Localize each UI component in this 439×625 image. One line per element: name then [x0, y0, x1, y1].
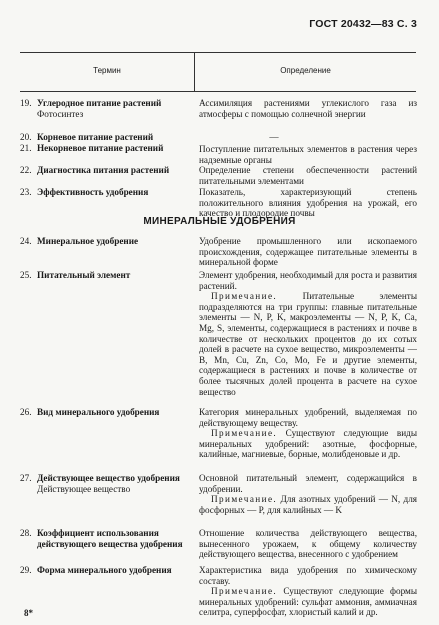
note-label: Примечание. — [211, 428, 278, 439]
term-text: Вид минерального удобрения — [37, 407, 160, 417]
section-title: МИНЕРАЛЬНЫЕ УДОБРЕНИЯ — [143, 216, 296, 227]
entry-term — [37, 473, 185, 494]
entry-definition: Отношение количества действующего вещества, вынесенного урожаем, к общему количеству действующего вещества, внесенного с удобрением — [199, 528, 417, 560]
entry-term — [37, 270, 189, 281]
entry-number: 22. — [20, 165, 32, 175]
entry-number: 24. — [20, 236, 32, 246]
definition-text: Категория минеральных удобрений, выделяемая по действующему веществу. — [199, 407, 417, 428]
entry-definition — [199, 565, 417, 618]
term-text: Форма минерального удобрения — [37, 565, 172, 575]
entry-definition: Определение степени обеспеченности растений питательными элементами — [199, 165, 417, 186]
note-text: Существуют следующие формы минеральных удобрений: сульфат аммония, аммиачная селитра, суперфосфат, хлористый калий и др. — [199, 586, 418, 618]
entry-term — [37, 187, 189, 198]
column-header-term: Термин — [93, 66, 121, 75]
term-text: Эффективность удобрения — [37, 187, 149, 197]
term-text: Действующее вещество удобрения — [37, 473, 180, 483]
entry-number: 28. — [20, 528, 32, 538]
entry-definition — [199, 407, 417, 460]
entry-term — [37, 143, 189, 154]
entry-term — [37, 98, 189, 119]
term-note: Действующее вещество — [37, 483, 131, 494]
entry-definition: Удобрение промышленного или ископаемого происхождения, содержащее питательные элементы в минеральной форме — [199, 236, 417, 268]
entry-number: 26. — [20, 407, 32, 417]
term-text: Углеродное питание растений — [37, 98, 162, 108]
entry-term — [37, 528, 185, 549]
definition-text: Основной питательный элемент, содержащийся в удобрении. — [199, 473, 417, 494]
term-text: Питательный элемент — [37, 270, 131, 280]
page-footer-mark: 8* — [24, 608, 33, 618]
entry-definition: Показатель, характеризующий степень положительного влияния удобрения на урожай, его качество и плодородие почвы — [199, 187, 417, 219]
term-note: Фотосинтез — [37, 108, 84, 119]
entry-definition: — — [269, 132, 279, 142]
entry-number: 21. — [20, 143, 32, 153]
term-text: Диагностика питания растений — [37, 165, 170, 175]
entry-term — [37, 565, 185, 576]
entry-number: 27. — [20, 473, 32, 483]
term-text: Корневое питание растений — [37, 132, 154, 142]
term-text: Некорневое питание растений — [37, 143, 164, 153]
note-text: Питательные элементы подразделяются на три группы: главные питательные элементы — N, P, K, макроэлементы — N, P, K, Ca, Mg, S, элементы, содержащиеся в растениях и почве в количестве от нескольких процентов до их сотых долей в расчете на сухое вещество, микроэлементы — B, Mn, Cu, Zn, Co, Mo, Fe и другие элементы, содержащиеся в растениях и почве в количестве от более тысячных долей процента в расчете на сухое вещество — [199, 291, 417, 397]
entry-number: 20. — [20, 132, 32, 142]
column-header-definition: Определение — [280, 66, 331, 75]
term-text: Минеральное удобрение — [37, 236, 139, 246]
note-label: Примечание. — [211, 494, 278, 505]
entry-term — [37, 165, 189, 176]
column-header — [20, 52, 416, 92]
entry-term — [37, 132, 189, 143]
entry-definition — [199, 270, 417, 397]
page-header: ГОСТ 20432—83 С. 3 — [309, 18, 417, 30]
definition-text: Характеристика вида удобрения по химическому составу. — [199, 565, 417, 586]
entry-term — [37, 236, 189, 247]
entry-definition: Поступление питательных элементов в растения через надземные органы — [199, 144, 417, 165]
definition-text: Элемент удобрения, необходимый для роста и развития растений. — [199, 270, 417, 291]
note-label: Примечание. — [211, 291, 278, 302]
entry-number: 23. — [20, 187, 32, 197]
term-text: Коэффициент использования действующего вещества удобрения — [37, 528, 183, 549]
entry-definition — [199, 473, 417, 515]
entry-number: 25. — [20, 270, 32, 280]
entry-definition: Ассимиляция растениями углекислого газа из атмосферы с помощью солнечной энергии — [199, 98, 417, 119]
note-label: Примечание. — [211, 586, 278, 597]
entry-number: 29. — [20, 565, 32, 575]
note-text: Для азотных удобрений — N, для фосфорных — P, для калийных — K — [199, 494, 418, 515]
note-text: Существуют следующие виды минеральных удобрений: азотные, фосфорные, калийные, магниевые, борные, молибденовые и др. — [199, 428, 418, 460]
entry-number: 19. — [20, 98, 32, 108]
entry-term — [37, 407, 189, 418]
